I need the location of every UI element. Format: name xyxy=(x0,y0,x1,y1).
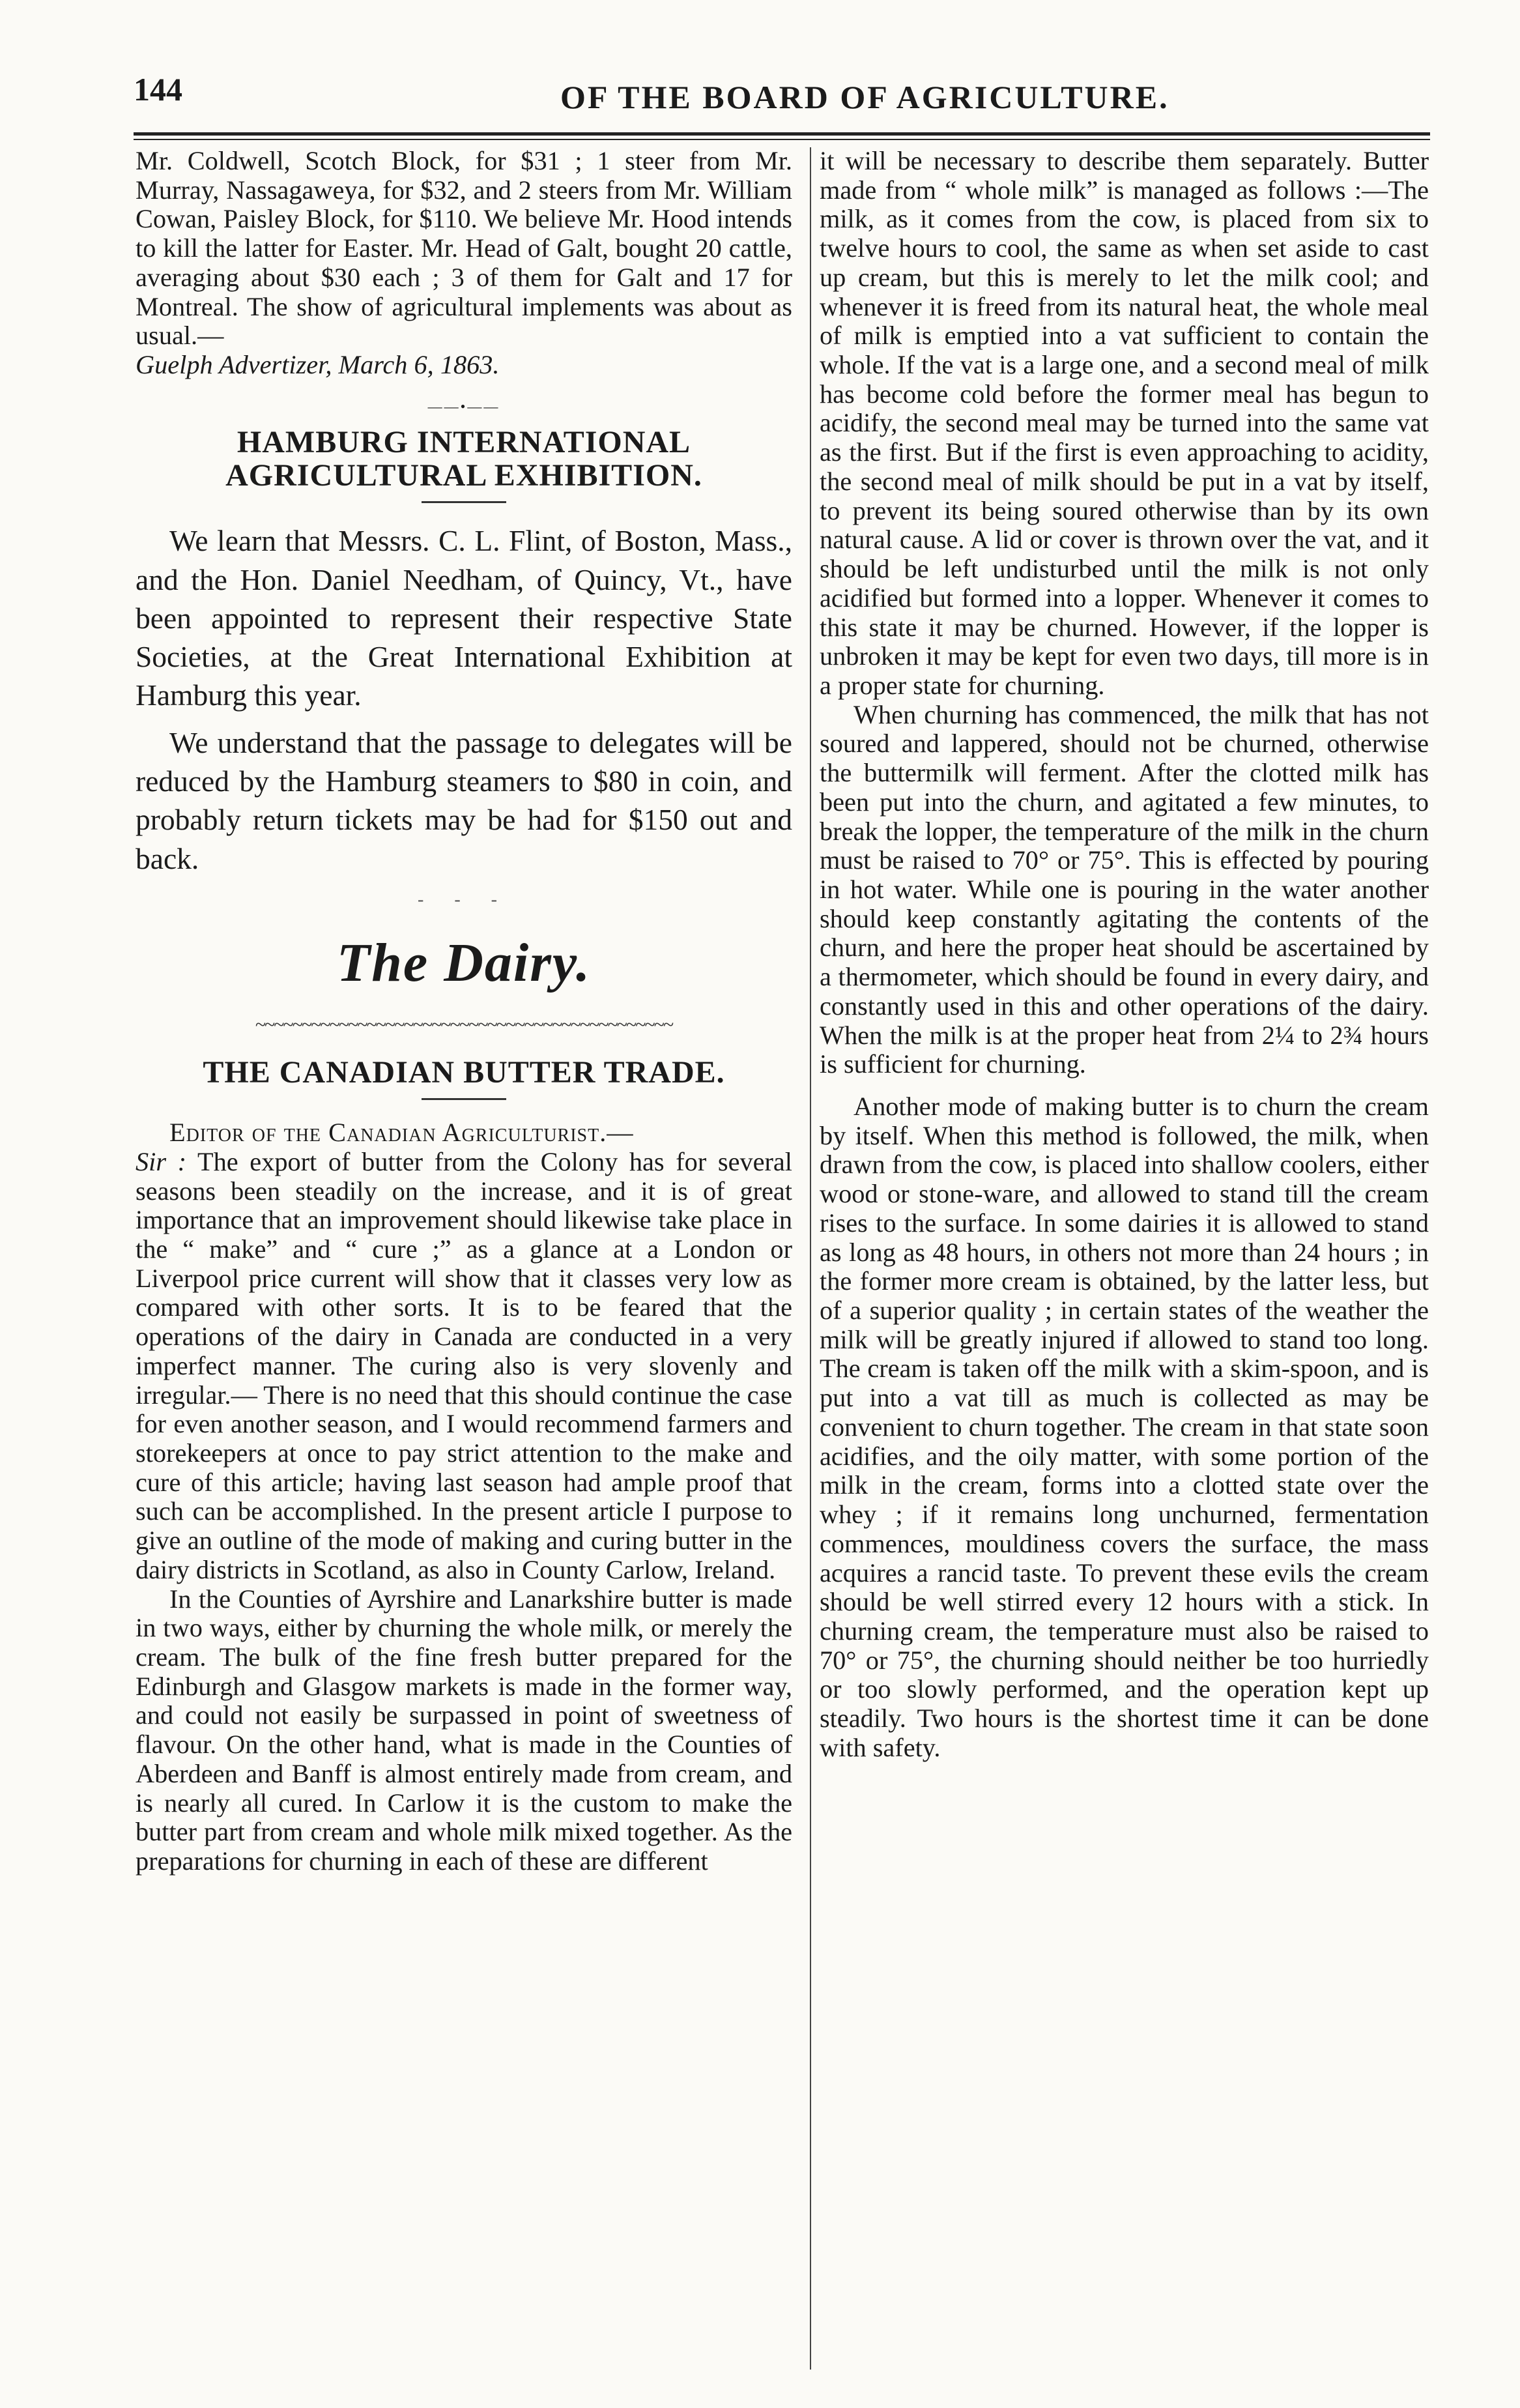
column-divider xyxy=(810,147,811,2370)
letter-salutation: Editor of the Canadian Agriculturist.— xyxy=(169,1118,634,1148)
right-column xyxy=(820,147,1429,1763)
right-paragraph-2: When churning has commenced, the milk that has not soured and lappered, should not be churned, otherwise the buttermilk will ferment. After the clotted milk has been put into the churn, and agitated a few minutes, to break the lopper, the temperature of the milk in the churn must be raised to 70° or 75°. This is effected by pouring in hot water. While one is pouring in the water another should keep constantly agitating the contents of the churn, and here the proper heat should be ascertained by a thermometer, which should be found in every dairy, and constantly used in this and other operations of the dairy. When the milk is at the proper heat from 2¼ to 2¾ hours is sufficient for churning. xyxy=(820,699,1429,1079)
letter-paragraph-1: The export of butter from the Colony has for several seasons been steadily on the increase, and it is of great importance that an improvement should likewise take place in the “ make” and “ cure ;” as a glance at a London or Liverpool price current will show that it classes very low as compared with other sorts. It is to be feared that the operations of the dairy in Canada are conducted in a very imperfect manner. The curing also is very slovenly and irregular.— There is no need that this should continue the case for even another season, and I would recommend farmers and storekeepers at once to pay strict attention to the make and cure of this article; having last season had ample proof that such can be accomplished. In the present article I purpose to give an outline of the mode of making and curing butter in the dairy districts in Scotland, as also in County Carlow, Ireland. xyxy=(136,1146,792,1584)
letter-paragraph-2: In the Counties of Ayrshire and Lanarkshire butter is made in two ways, either by churning the whole milk, or merely the cream. The bulk of the fine fresh butter prepared for the Edinburgh and Glasgow markets is made in the former way, and could not easily be surpassed in point of sweetness of flavour. On the other hand, what is made in the Counties of Aberdeen and Banff is almost entirely made from cream, and is nearly all cured. In Carlow it is the custom to make the butter part from cream and whole milk mixed together. As the preparations for churning in each of these are different xyxy=(136,1584,792,1876)
letter-sir: Sir : xyxy=(136,1146,187,1176)
intro-source: Guelph Advertizer, March 6, 1863. xyxy=(136,350,500,380)
heading-rule xyxy=(422,1098,506,1100)
hamburg-paragraph-1: We learn that Messrs. C. L. Flint, of Boston, Mass., and the Hon. Daniel Needham, of Quincy, Vt., have been appointed to represent their respective State Societies, at the Great International Exhibition at Hamburg this year. xyxy=(136,524,792,712)
butter-heading: THE CANADIAN BUTTER TRADE. xyxy=(203,1054,725,1090)
hamburg-heading: HAMBURG INTERNATIONAL AGRICULTURAL EXHIBITION. xyxy=(225,424,702,493)
right-paragraph-1: it will be necessary to describe them separately. Butter made from “ whole milk” is managed as follows :—The milk, as it comes from the cow, is placed from six to twelve hours to cool, the same as when set aside to cast up cream, but this is merely to let the milk cool; and whenever it is freed from its natural heat, the whole meal of milk is emptied into a vat sufficient to contain the whole. If the vat is a large one, and a second meal of milk has become cold before the former meal has begun to acidify, the second meal may be turned into the same vat as the first. But if the first is even approaching to acidity, the second meal of milk should be put in a vat by itself, to prevent its being soured otherwise than by its own natural cause. A lid or cover is thrown over the vat, and it should be left undisturbed until the milk is not only acidified but formed into a lopper. Whenever it comes to this state it may be churned. However, if the lopper is unbroken it may be kept for even two days, till more is in a proper state for churning. xyxy=(820,146,1429,700)
paragraph-spacer xyxy=(820,1079,1429,1092)
page-number: 144 xyxy=(134,71,182,108)
left-column xyxy=(136,147,792,1876)
dashed-divider: - - - xyxy=(418,889,510,910)
wavy-divider: ~~~~~~~~~~~~~~~~~~~~~~~~~~~~~~~~~~~~~~~~~~~~~ xyxy=(255,1013,673,1036)
heading-rule xyxy=(422,501,506,503)
right-paragraph-3: Another mode of making butter is to churn the cream by itself. When this method is followed, the milk, when drawn from the cow, is placed into shallow coolers, either wood or stone-ware, and allowed to stand till the cream rises to the surface. In some dairies it is allowed to stand as long as 48 hours, in others not more than 24 hours ; in the former more cream is obtained, by the latter less, but of a superior quality ; in certain states of the weather the milk will be greatly injured if allowed to stand too long. The cream is taken off the milk with a skim-spoon, and is put into a vat till as much is collected as may be convenient to churn together. The cream in that state soon acidifies, and the oily matter, with some portion of the milk in the cream, forms into a clotted state over the whey ; if it remains long unchurned, fermentation commences, mouldiness covers the surface, the mass acquires a rancid taste. To prevent these evils the cream should be well stirred every 12 hours with a stick. In churning cream, the temperature must also be raised to 70° or 75°, the churning should neither be too hurriedly or too slowly performed, and the operation kept up steadily. Two hours is the shortest time it can be done with safety. xyxy=(820,1092,1429,1762)
section-title: The Dairy. xyxy=(336,932,592,993)
header-rule-thin xyxy=(134,139,1430,140)
hamburg-paragraph-2: We understand that the passage to delegates will be reduced by the Hamburg steamers to $80 in coin, and probably return tickets may be had for $150 out and back. xyxy=(136,726,792,875)
running-head: OF THE BOARD OF AGRICULTURE. xyxy=(560,79,1169,115)
header-rule xyxy=(134,132,1430,136)
ornament-divider: ——•—— xyxy=(427,398,500,414)
intro-paragraph: Mr. Coldwell, Scotch Block, for $31 ; 1 steer from Mr. Murray, Nassagaweya, for $32, and 2 steers from Mr. William Cowan, Paisley Block, for $110. We believe Mr. Hood intends to kill the latter for Easter. Mr. Head of Galt, bought 20 cattle, averaging about $30 each ; 3 of them for Galt and 17 for Montreal. The show of agricultural implements was about as usual.— xyxy=(136,146,792,351)
